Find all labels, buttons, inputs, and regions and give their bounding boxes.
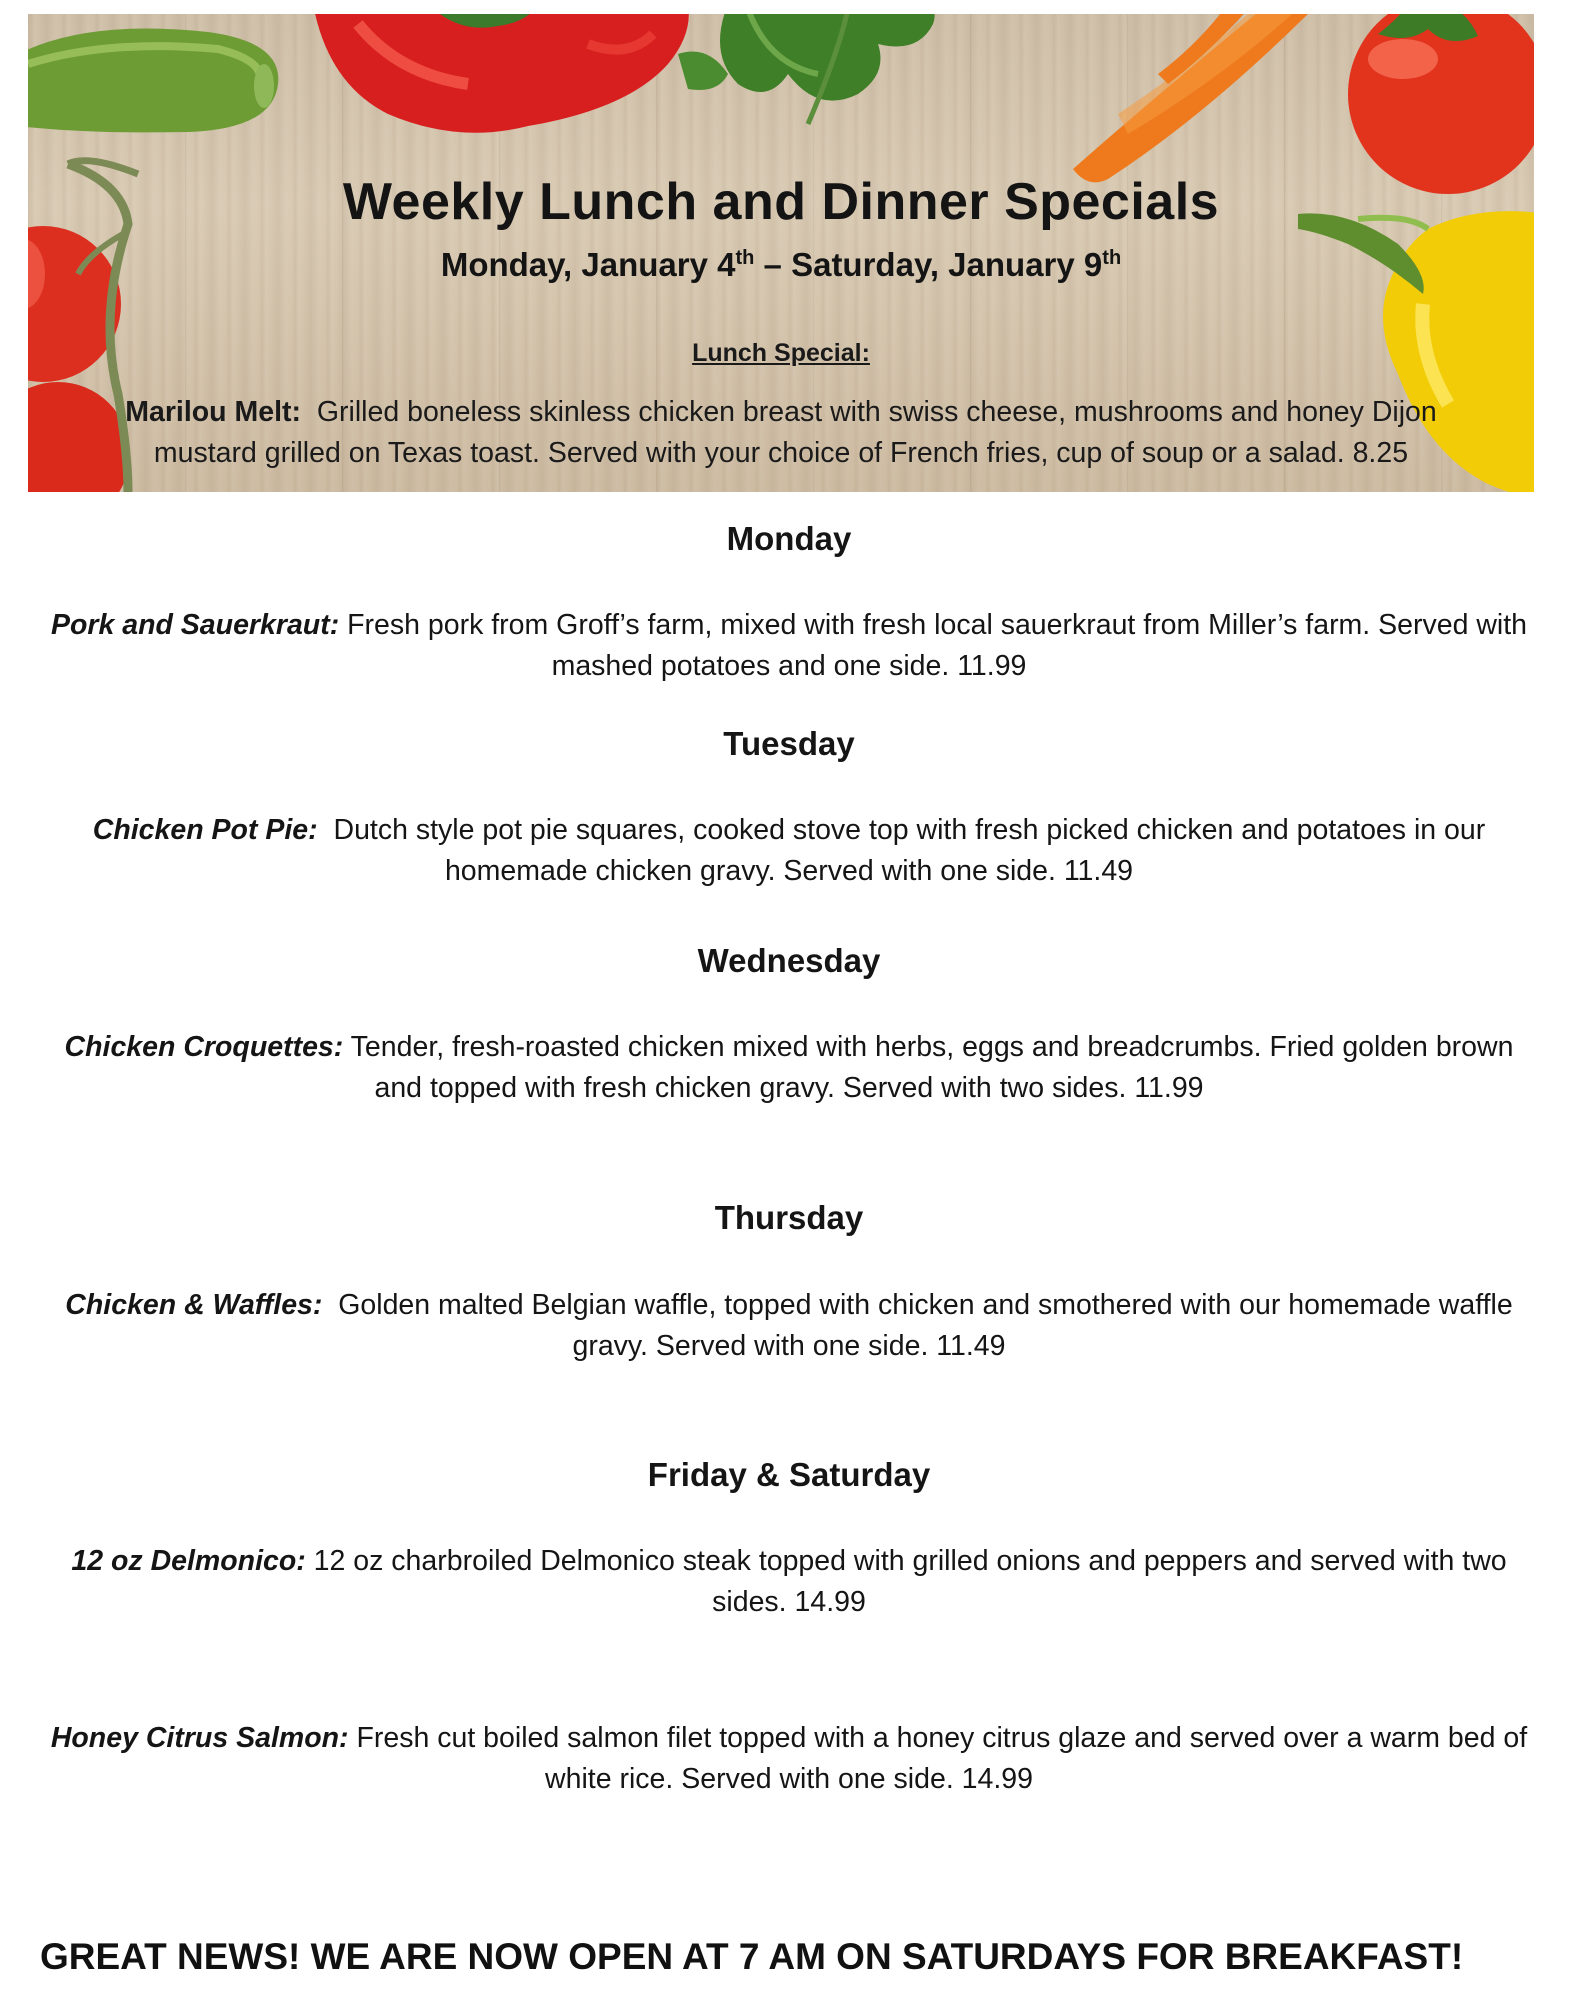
special-name: Chicken Pot Pie:: [92, 814, 318, 846]
date-end-suffix: th: [1102, 247, 1122, 269]
page-title: Weekly Lunch and Dinner Specials: [342, 173, 1220, 231]
special-salmon: [40, 1718, 1538, 1800]
special-name: Honey Citrus Salmon:: [50, 1722, 349, 1754]
special-name: Chicken & Waffles:: [65, 1289, 323, 1321]
day-heading-wednesday: Wednesday: [697, 942, 881, 979]
date-range: [28, 246, 1534, 284]
special-thursday: [40, 1285, 1538, 1367]
great-news-banner: GREAT NEWS! WE ARE NOW OPEN AT 7 AM ON SATURDAYS FOR BREAKFAST!: [40, 1936, 1464, 1977]
special-wednesday: [40, 1027, 1538, 1109]
special-desc: 12 oz charbroiled Delmonico steak topped with grilled onions and peppers and served with two sides. 14.99: [313, 1545, 1507, 1618]
date-start: Monday, January 4: [440, 246, 736, 283]
special-desc: Dutch style pot pie squares, cooked stove top with fresh picked chicken and potatoes in our homemade chicken gravy. Served with one side. 11.49: [333, 814, 1486, 887]
day-heading-monday: Monday: [726, 520, 852, 557]
special-name: Chicken Croquettes:: [64, 1031, 344, 1063]
special-monday: [40, 605, 1538, 687]
special-desc: Golden malted Belgian waffle, topped with chicken and smothered with our homemade waffle gravy. Served with one side. 11.49: [338, 1289, 1513, 1362]
special-desc: Tender, fresh-roasted chicken mixed with herbs, eggs and breadcrumbs. Fried golden brown and topped with fresh chicken gravy. Served with two sides. 11.99: [350, 1031, 1514, 1104]
date-start-suffix: th: [735, 247, 755, 269]
special-name: Pork and Sauerkraut:: [50, 609, 340, 641]
lunch-special-desc: Grilled boneless skinless chicken breast with swiss cheese, mushrooms and honey Dijon mustard grilled on Texas toast. Served with your choice of French fries, cup of soup or a salad. 8.25: [153, 396, 1437, 469]
special-delmonico: [40, 1541, 1538, 1623]
lunch-special-name: Marilou Melt:: [125, 396, 301, 428]
lunch-special: [98, 392, 1464, 474]
lunch-special-label: Lunch Special:: [692, 339, 870, 367]
day-heading-thursday: Thursday: [714, 1199, 864, 1236]
header-banner: [28, 14, 1534, 492]
day-heading-friday-saturday: Friday & Saturday: [647, 1456, 931, 1493]
special-tuesday: [40, 810, 1538, 892]
special-desc: Fresh pork from Groff’s farm, mixed with fresh local sauerkraut from Miller’s farm. Served with mashed potatoes and one side. 11.99: [347, 609, 1528, 682]
date-separator: –: [754, 246, 792, 283]
day-heading-tuesday: Tuesday: [723, 725, 855, 762]
date-end: Saturday, January 9: [791, 246, 1103, 283]
special-name: 12 oz Delmonico:: [71, 1545, 306, 1577]
special-desc: Fresh cut boiled salmon filet topped with a honey citrus glaze and served over a warm bed of white rice. Served with one side. 14.99: [356, 1722, 1528, 1795]
